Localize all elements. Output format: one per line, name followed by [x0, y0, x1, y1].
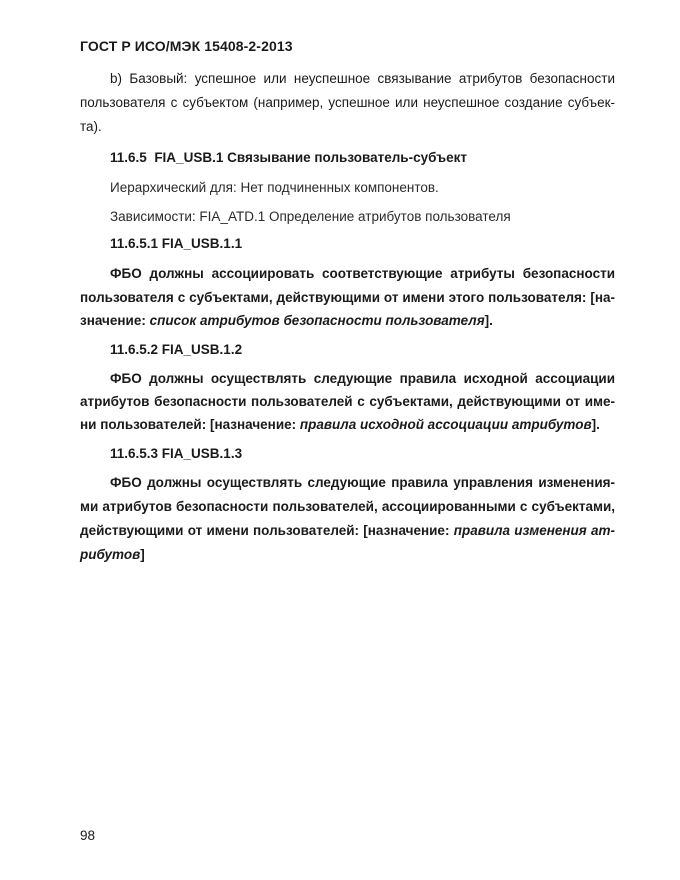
element-2-line-3 [80, 417, 615, 433]
element-heading-1: 11.6.5.1 FIA_USB.1.1 [110, 236, 243, 251]
element-3-line-1: ФБО должны осуществлять следующие правила управления изменения- [110, 475, 615, 490]
document-header: ГОСТ Р ИСО/МЭК 15408-2-2013 [80, 38, 293, 54]
element-3-line-3 [80, 523, 615, 539]
section-heading [110, 150, 615, 166]
intro-line-1: b) Базовый: успешное или неуспешное связывание атрибутов безопасности [110, 71, 615, 86]
element-1-text: значение: [80, 313, 150, 328]
element-3-close: ] [140, 547, 145, 562]
element-1-line-1: ФБО должны ассоциировать соответствующие атрибуты безопасности [110, 266, 615, 281]
element-3-assignment-part-1: правила изменения ат- [453, 523, 615, 538]
dependencies-line: Зависимости: FIA_ATD.1 Определение атрибутов пользователя [110, 209, 511, 224]
section-title: FIA_USB.1 Связывание пользователь-субъект [154, 150, 467, 165]
element-1-close: ]. [484, 313, 493, 328]
element-3-assignment-part-2: рибутов [80, 547, 141, 562]
element-2-text: ни пользователей: [назначение: [80, 417, 300, 432]
element-heading-3: 11.6.5.3 FIA_USB.1.3 [110, 446, 243, 461]
element-2-line-2: атрибутов безопасности пользователей с субъектами, действующими от име- [80, 394, 615, 409]
element-2-line-1: ФБО должны осуществлять следующие правила исходной ассоциации [110, 371, 615, 386]
element-heading-2: 11.6.5.2 FIA_USB.1.2 [110, 342, 243, 357]
element-3-line-4 [80, 547, 615, 563]
intro-line-3: та). [80, 119, 102, 134]
element-1-line-3 [80, 313, 615, 329]
intro-line-2: пользователя с субъектом (например, успешное или неуспешное создание субъек- [80, 95, 615, 110]
element-2-assignment: правила исходной ассоциации атрибутов [299, 417, 592, 432]
element-1-line-2: пользователя с субъектами, действующими от имени этого пользователя: [на- [80, 290, 615, 305]
element-1-assignment: список атрибутов безопасности пользователя [149, 313, 485, 328]
element-2-close: ]. [591, 417, 600, 432]
element-3-text: действующими от имени пользователей: [назначение: [80, 523, 454, 538]
element-3-line-2: ми атрибутов безопасности пользователей, ассоциированными с субъектами, [80, 499, 615, 514]
section-number: 11.6.5 [110, 150, 147, 165]
page-number: 98 [80, 828, 96, 843]
hierarchical-line: Иерархический для: Нет подчиненных компонентов. [110, 180, 439, 195]
